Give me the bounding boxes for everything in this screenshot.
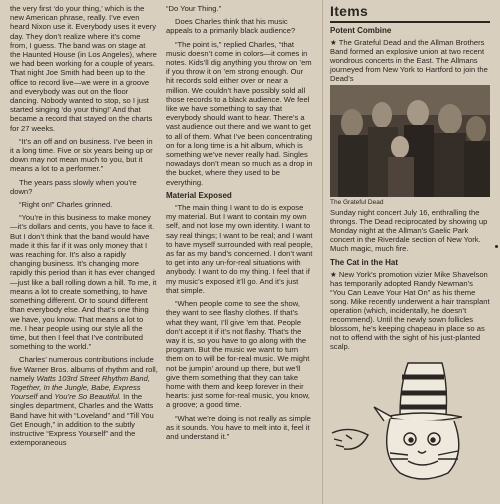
subheading: Material Exposed bbox=[166, 190, 232, 200]
column-divider bbox=[322, 0, 323, 504]
text-span: and bbox=[37, 392, 55, 402]
paragraph: “Do Your Thing.” bbox=[166, 4, 222, 13]
section-heading: The Cat in the Hat bbox=[330, 258, 399, 268]
album-title: You’re So Beautiful. bbox=[54, 392, 122, 402]
section-heading: Potent Combine bbox=[330, 26, 392, 35]
section-text: ★ New York’s promotion vizier Mike Shavelson has temporarily adopted Randy Newman’s “You Can Leave Your Hat On” as his theme song. Mike recently underwent a hair transplant operation (which, incidentally, he doesn’t recommend). Until the newly sown follicles blossom, he’s keeping chapeau in place so as not to offend with the sight of his just-planted scalp. bbox=[330, 270, 490, 352]
photo-caption: The Grateful Dead bbox=[330, 199, 384, 207]
cat-cartoon-icon bbox=[330, 355, 490, 485]
cat-in-hat-illustration bbox=[330, 355, 490, 485]
paragraph: The years pass slowly when you’re down? bbox=[10, 177, 137, 196]
paragraph: “The main thing I want to do is expose my material. But I want to contain my own self, and not lose my own identity. I want to say real things; I want to be real; and I want to have myself surrounded with real people, as far as my band’s concerned. I don’t want to get into any un-for-real situations with anybody. I want to do my thing. I feel that if my music’s exposed it’ll go. And it’s just that simple. bbox=[166, 203, 313, 295]
paragraph: “Right on!” Charles grinned. bbox=[19, 200, 113, 210]
article-column-2 bbox=[166, 4, 313, 445]
album-titles: Watts 103rd Street Rhythm Band, Together, In the Jungle, Babe, Express Yourself bbox=[10, 373, 150, 402]
title-rule bbox=[330, 21, 490, 23]
text-span: In the singles department, Charles and the Watts Band have hit with “Loveland” and “Till You Get Enough,” in addition to the subtly instructive “Express Yourself” and the extemporaneous bbox=[10, 392, 154, 448]
paragraph: “The point is,” replied Charles, “that music doesn’t come in colors—it comes in notes. Kids’ll dig anything you throw on ’em if you throw it on ’em strong enough. Our hit records sold either over or near a million. We couldn’t have possibly sold all those records to a black audience. We feel like we have something to say that everybody should want to hear. There’s a vast audience out there and we want to get to all of them. What I’ve been concentrating on for a long time is a hit album, which is something we’ve never really had. Singles nowadays don’t mean so much as a drop in the bucket, where they used to be everything. bbox=[166, 39, 313, 187]
paragraph: Does Charles think that his music appeals to a primarily black audience? bbox=[166, 17, 296, 36]
items-title: Items bbox=[330, 3, 369, 19]
band-photo bbox=[330, 85, 490, 197]
paragraph: the very first ‘do your thing,’ which is the new American phrase, really. I’ve even heard Nixon use it. Everybody uses it every day. They don’t realize where it’s come from, I guess. The band was on stage at the Haunted House (in Los Angeles), where we had been working for a couple of years. That night Joe Smith had been up to the office to record live—we were in a groove and everybody was out on the floor dancing. Nobody wanted to stop, so I just started singing ‘do your thing!’ And that became a record that stayed on the charts for 27 weeks. bbox=[10, 4, 157, 133]
section-text: Sunday night concert July 16, enthralling the throngs. The Dead reciprocated by showing up Monday night at the Allman’s Gaelic Park concert in the Riverdale section of New York. Much magic, much fire. bbox=[330, 208, 488, 254]
margin-dot bbox=[495, 245, 498, 248]
paragraph bbox=[10, 355, 158, 447]
band-photo-image bbox=[330, 85, 490, 197]
paragraph: “What we’re doing is not really as simple as it sounds. You have to melt into it, feel it and understand it.” bbox=[166, 413, 311, 441]
paragraph: “You’re in this business to make money—it’s dollars and cents, you have to face it. But I don’t think that the band would have made it this far if it was only money that I was reaching for. It’s also a rapidly changing business. It’s changing more rapidly this period than it has ever changed—just like a ball rolling down a hill. To me, it means a lot to create something, to have something different. Or to sound different than everybody else. And that’s one thing we have, you know. That means a lot to me. I hear people using our style all the time, but then I feel that I’ve contributed something to the world.” bbox=[10, 213, 157, 352]
paragraph: “When people come to see the show, they want to see flashy clothes. If that’s what they want, I’ll give ’em that. People don’t accept it if it’s not flashy. That’s the way it is, so you have to go along with the program. But the music we want to turn them on to will be for-real music. We might not be jumpin’ around up there, but we’ll give them something that they can take home with them and keep forever in their hearts: just some for-real music, you know, a groove; a good time. bbox=[166, 299, 310, 410]
section-text: ★ The Grateful Dead and the Allman Brothers Band formed an explosive union at two recent wondrous concerts in the East. The Allmans journeyed from New York to Hartford to join the Dead’s bbox=[330, 38, 488, 84]
text-span: Charles’ numerous contributions include five Warner Bros. albums of rhythm and roll, namely bbox=[10, 355, 158, 383]
paragraph: “It’s an off and on business. I’ve been in it a long time. Five or six years being up or down may not mean much to you, but it means a lot to a performer.” bbox=[10, 136, 153, 174]
article-column-1 bbox=[10, 4, 158, 451]
items-column bbox=[330, 4, 490, 485]
